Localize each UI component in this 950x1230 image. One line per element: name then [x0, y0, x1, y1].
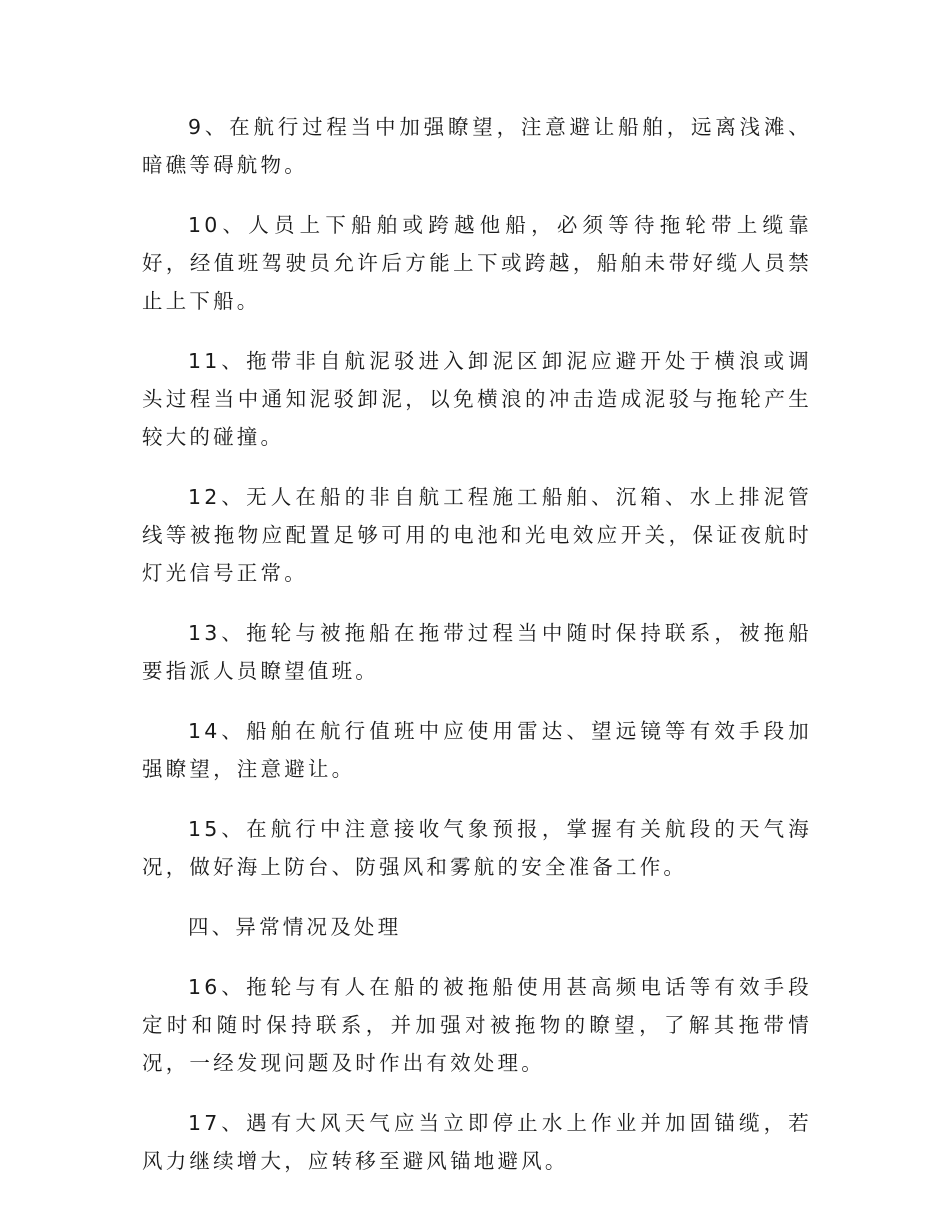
paragraph-item-9: 9、在航行过程当中加强瞭望，注意避让船舶，远离浅滩、暗礁等碍航物。 [142, 115, 812, 177]
paragraph-item-10: 10、人员上下船舶或跨越他船，必须等待拖轮带上缆靠好，经值班驾驶员允许后方能上下或跨越，船舶未带好缆人员禁止上下船。 [142, 213, 812, 313]
paragraph-item-12: 12、无人在船的非自航工程施工船舶、沉箱、水上排泥管线等被拖物应配置足够可用的电池和光电效应开关，保证夜航时灯光信号正常。 [142, 485, 812, 585]
paragraph-item-16: 16、拖轮与有人在船的被拖船使用甚高频电话等有效手段定时和随时保持联系，并加强对被拖物的瞭望，了解其拖带情况，一经发现问题及时作出有效处理。 [142, 975, 812, 1075]
paragraph-item-13: 13、拖轮与被拖船在拖带过程当中随时保持联系，被拖船要指派人员瞭望值班。 [142, 621, 812, 683]
paragraph-item-17: 17、遇有大风天气应当立即停止水上作业并加固锚缆，若风力继续增大，应转移至避风锚地避风。 [142, 1111, 812, 1173]
paragraph-item-15: 15、在航行中注意接收气象预报，掌握有关航段的天气海况，做好海上防台、防强风和雾航的安全准备工作。 [142, 817, 812, 879]
document-page [142, 108, 812, 1180]
section-heading-abnormal-handling: 四、异常情况及处理 [188, 915, 402, 939]
paragraph-item-14: 14、船舶在航行值班中应使用雷达、望远镜等有效手段加强瞭望，注意避让。 [142, 719, 812, 781]
paragraph-item-11: 11、拖带非自航泥驳进入卸泥区卸泥应避开处于横浪或调头过程当中通知泥驳卸泥，以免横浪的冲击造成泥驳与拖轮产生较大的碰撞。 [142, 349, 812, 449]
